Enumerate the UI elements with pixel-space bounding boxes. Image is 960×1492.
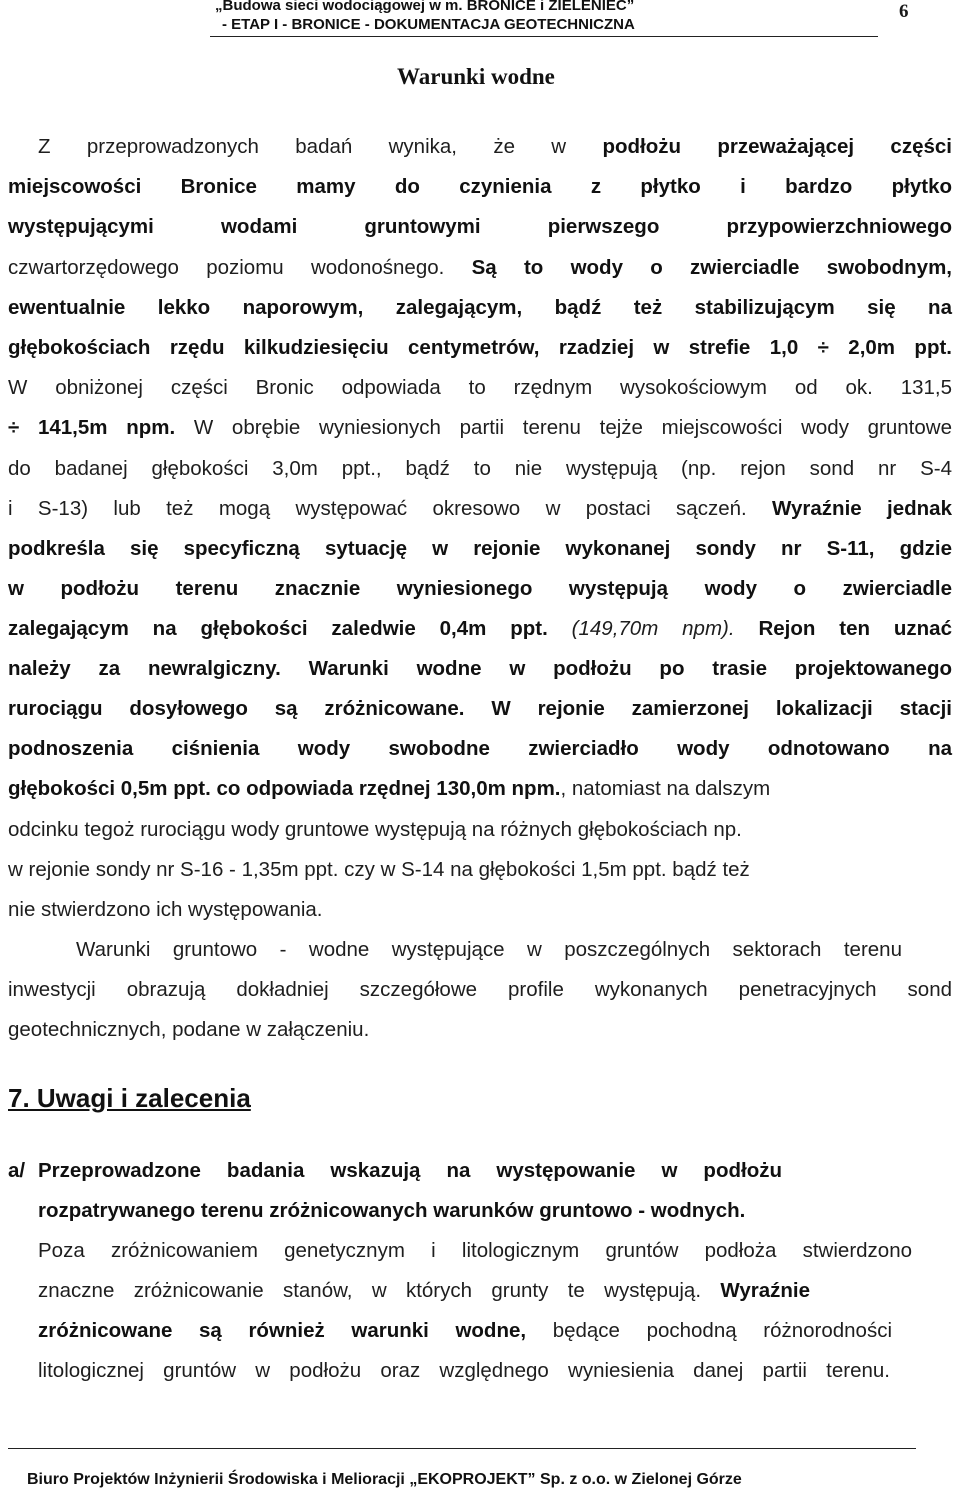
- text-line: odcinku tegoż rurociągu wody gruntowe występują na różnych głębokościach np.: [8, 818, 742, 841]
- text-line: rurociągu dosyłowego są zróżnicowane. W rejonie zamierzonej lokalizacji stacji: [8, 697, 952, 720]
- text-line: nie stwierdzono ich występowania.: [8, 898, 323, 921]
- header-document-title: - ETAP I - BRONICE - DOKUMENTACJA GEOTECHNICZNA: [222, 16, 635, 33]
- text-line: głębokości 0,5m ppt. co odpowiada rzędnej 130,0m npm., natomiast na dalszym: [8, 777, 771, 800]
- text-line: podkreśla się specyficzną sytuację w rejonie wykonanej sondy nr S-11, gdzie: [8, 537, 952, 560]
- header-rule: [210, 36, 878, 37]
- text-line: należy za newralgiczny. Warunki wodne w podłożu po trasie projektowanego: [8, 657, 952, 680]
- text-line: Przeprowadzone badania wskazują na występowanie w podłożu: [38, 1159, 782, 1182]
- text-line: zróżnicowane są również warunki wodne, będące pochodną różnorodności: [38, 1319, 893, 1342]
- item-marker: a/: [8, 1159, 26, 1182]
- text-line: znaczne zróżnicowanie stanów, w których grunty te występują. Wyraźnie: [38, 1279, 810, 1302]
- header-project-title: „Budowa sieci wodociągowej w m. BRONICE i ZIELENIEC”: [215, 0, 635, 14]
- text-line: do badanej głębokości 3,0m ppt., bądź to nie występują (np. rejon sond nr S-4: [8, 457, 952, 480]
- text-line: występującymi wodami gruntowymi pierwszego przypowierzchniowego: [8, 215, 952, 238]
- text-line: litologicznej gruntów w podłożu oraz względnego wyniesienia danej partii terenu.: [38, 1359, 890, 1382]
- text-line: czwartorzędowego poziomu wodonośnego. Są to wody o zwierciadle swobodnym,: [8, 256, 953, 279]
- text-line: geotechnicznych, podane w załączeniu.: [8, 1018, 370, 1041]
- section-title-warunki-wodne: Warunki wodne: [397, 64, 555, 89]
- text-line: w rejonie sondy nr S-16 - 1,35m ppt. czy w S-14 na głębokości 1,5m ppt. bądź też: [8, 858, 750, 881]
- text-line: w podłożu terenu znacznie wyniesionego występują wody o zwierciadle: [8, 577, 952, 600]
- text-line: Warunki gruntowo - wodne występujące w poszczególnych sektorach terenu: [76, 938, 902, 961]
- text-line: zalegającym na głębokości zaledwie 0,4m ppt. (149,70m npm). Rejon ten uznać: [8, 617, 952, 640]
- footer-company: Biuro Projektów Inżynierii Środowiska i Melioracji „EKOPROJEKT” Sp. z o.o. w Zielonej Górze: [27, 1471, 742, 1488]
- text-line: i S-13) lub też mogą występować okresowo w postaci sączeń. Wyraźnie jednak: [8, 497, 952, 520]
- text-line: ÷ 141,5m npm. W obrębie wyniesionych partii terenu tejże miejscowości wody gruntowe: [8, 416, 952, 439]
- page-number: 6: [899, 1, 909, 22]
- text-line: ewentualnie lekko naporowym, zalegającym, bądź też stabilizującym się na: [8, 296, 952, 319]
- text-line: inwestycji obrazują dokładniej szczegółowe profile wykonanych penetracyjnych sond: [8, 978, 952, 1001]
- text-line: głębokościach rzędu kilkudziesięciu centymetrów, rzadziej w strefie 1,0 ÷ 2,0m ppt.: [8, 336, 952, 359]
- text-line: rozpatrywanego terenu zróżnicowanych warunków gruntowo - wodnych.: [38, 1199, 746, 1222]
- footer-rule: [8, 1448, 916, 1449]
- section-7-title: 7. Uwagi i zalecenia: [8, 1083, 251, 1113]
- text-line: Poza zróżnicowaniem genetycznym i litologicznym gruntów podłoża stwierdzono: [38, 1239, 912, 1262]
- text-line: podnoszenia ciśnienia wody swobodne zwierciadło wody odnotowano na: [8, 737, 952, 760]
- text-line: miejscowości Bronice mamy do czynienia z płytko i bardzo płytko: [8, 175, 952, 198]
- text-line: W obniżonej części Bronic odpowiada to rzędnym wysokościowym od ok. 131,5: [8, 376, 952, 399]
- text-line: Z przeprowadzonych badań wynika, że w podłożu przeważającej części: [38, 135, 952, 158]
